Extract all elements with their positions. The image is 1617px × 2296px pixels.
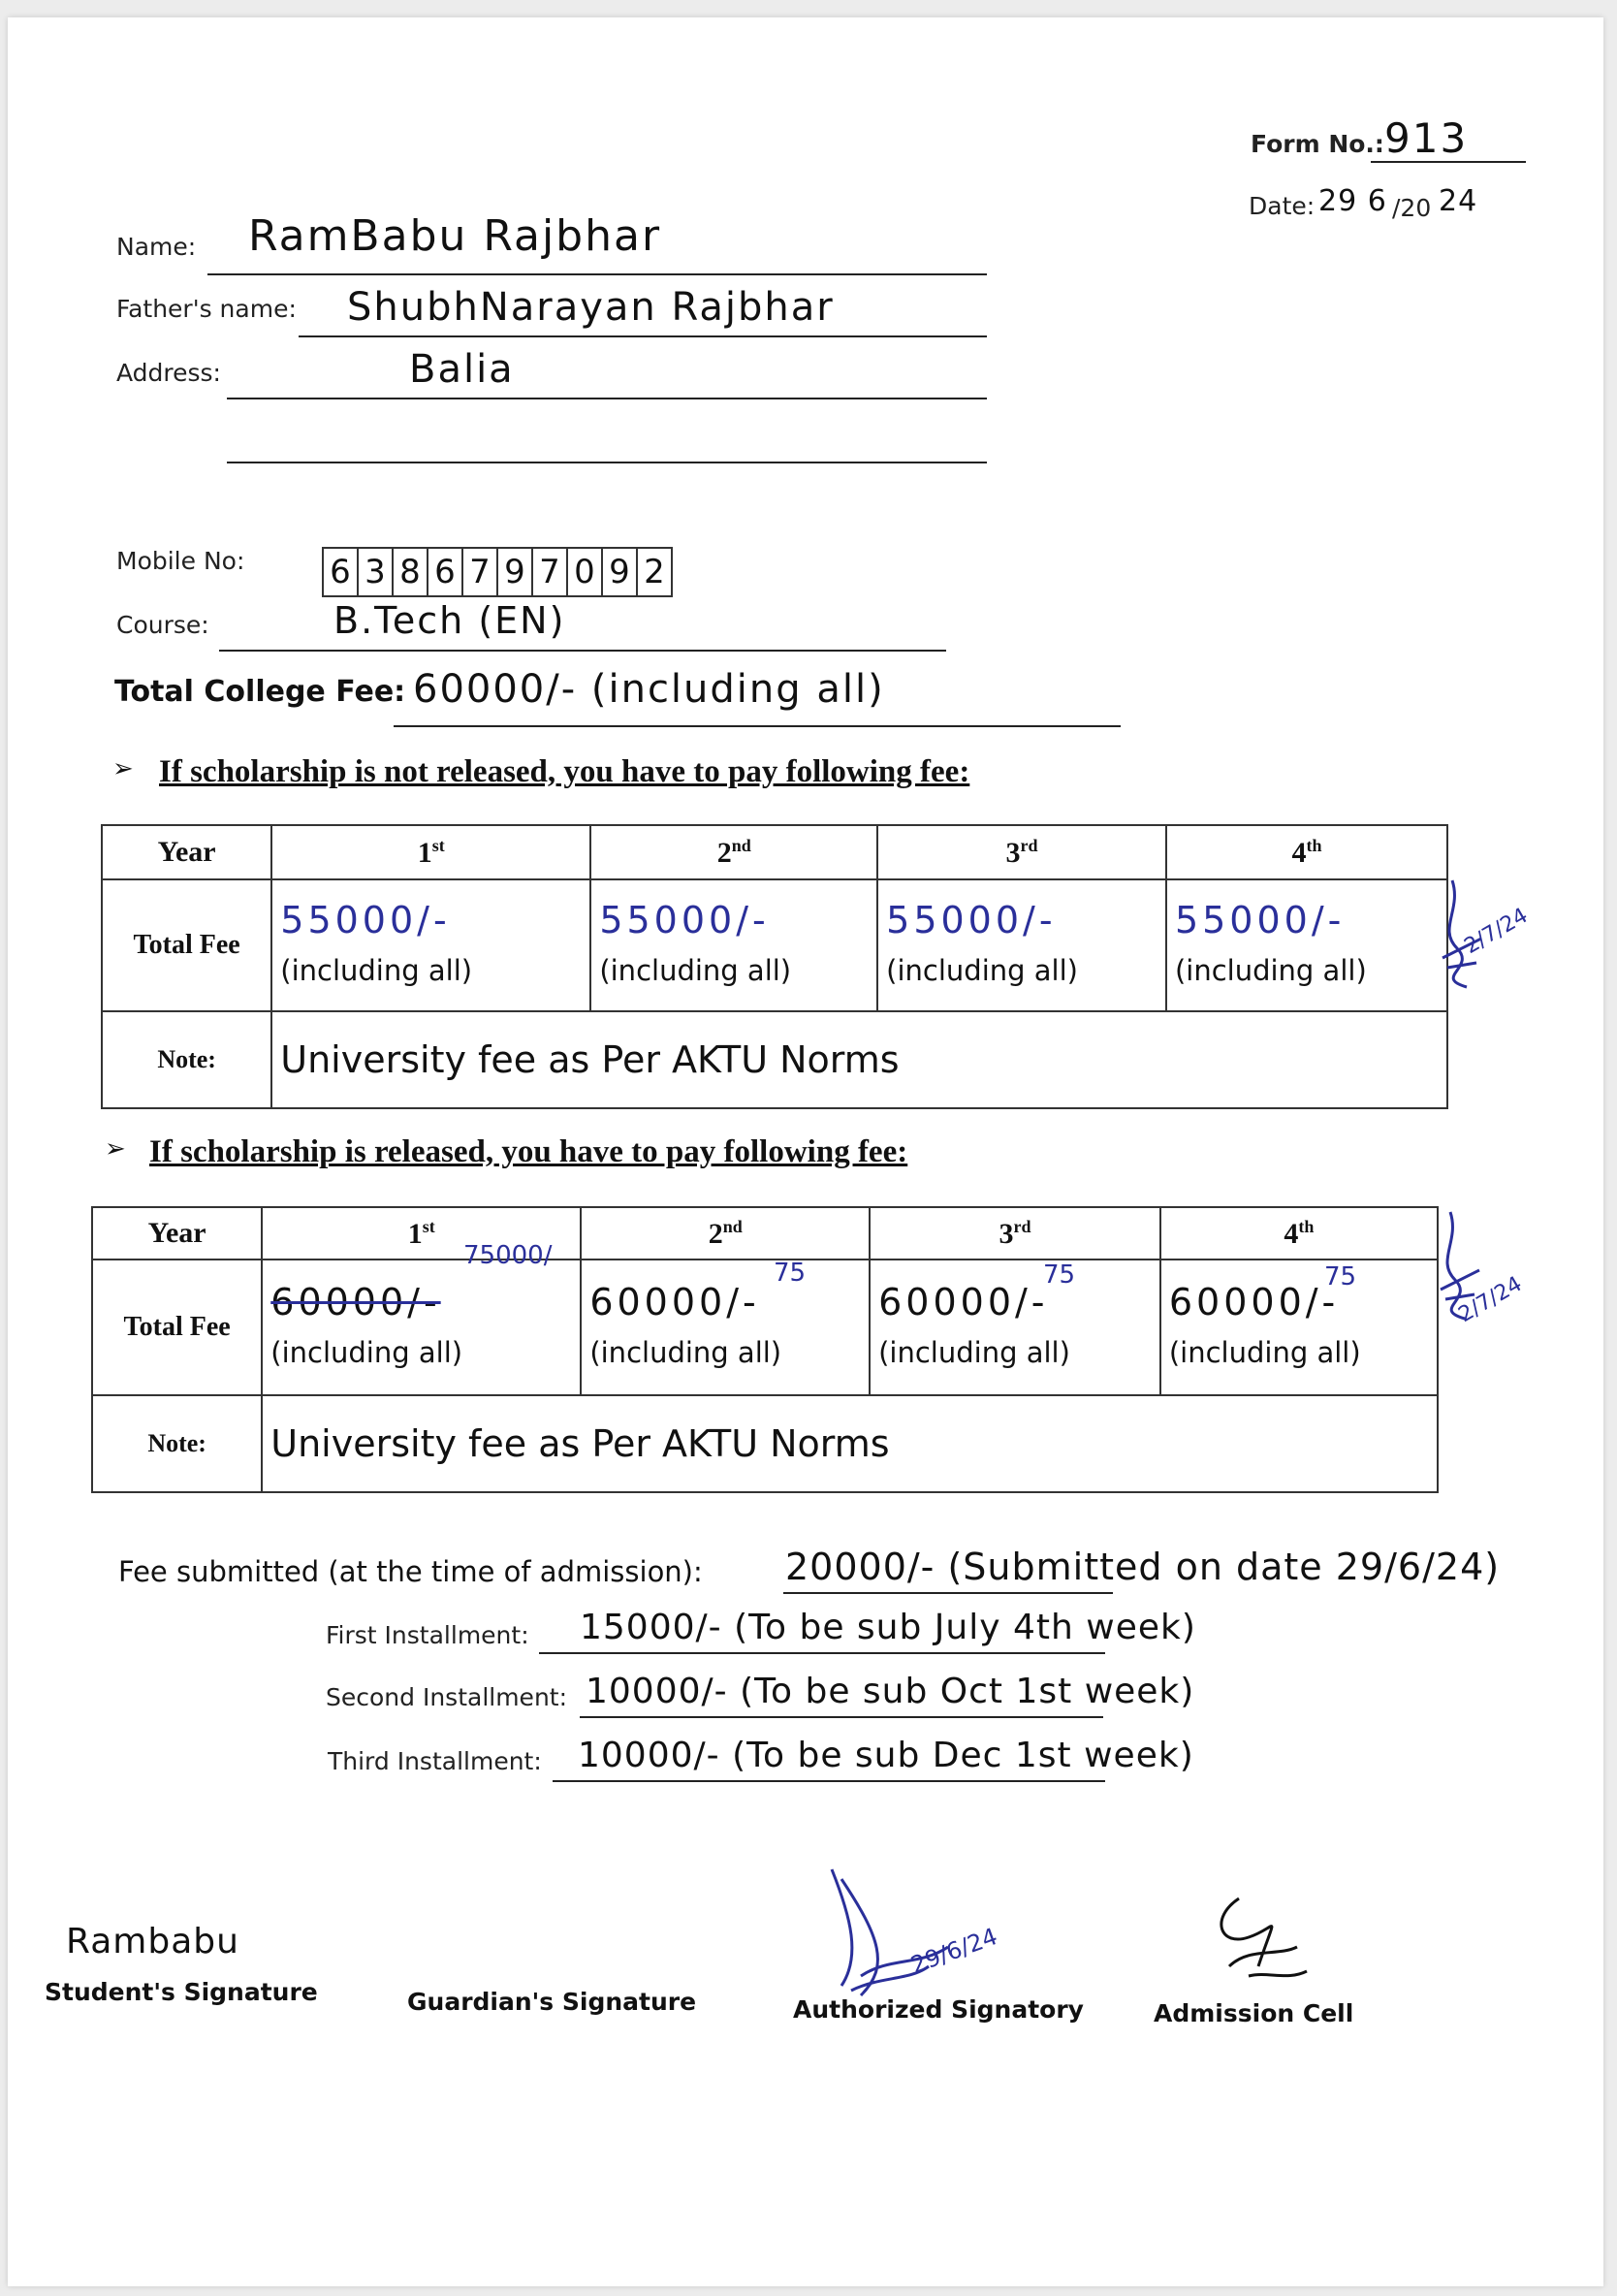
admission-form-sheet: [8, 17, 1603, 2286]
student-signature-text: Rambabu: [66, 1922, 239, 1961]
mobile-digit: 6: [322, 547, 359, 597]
fee-submitted-value: 20000/- (Submitted on date 29/6/24): [785, 1546, 1501, 1588]
correction-year-3: 75: [1043, 1260, 1076, 1290]
admission-cell-signature: [1190, 1889, 1316, 1995]
year-header: Year: [102, 825, 271, 879]
fee-cell-year-1: 55000/- (including all): [271, 879, 590, 1011]
student-signature-label: Student's Signature: [45, 1978, 318, 2006]
form-no-underline: [1371, 161, 1526, 163]
year-col-3: 3rd: [877, 825, 1166, 879]
not-released-heading: If scholarship is not released, you have to pay following fee:: [159, 754, 970, 789]
released-heading: If scholarship is released, you have to pay following fee:: [149, 1134, 908, 1169]
date-year-suffix: 24: [1439, 184, 1478, 218]
correction-year-1: 75000/: [463, 1241, 553, 1270]
father-name-value: ShubhNarayan Rajbhar: [347, 285, 835, 330]
fee-cell-year-1: 60000/- (including all): [262, 1260, 581, 1395]
date-day-month: 29 6: [1318, 184, 1387, 218]
mobile-label: Mobile No:: [116, 547, 245, 575]
year-header: Year: [92, 1207, 262, 1260]
bullet-arrow-icon: ➢: [105, 1134, 126, 1164]
mobile-digit-boxes: [324, 547, 673, 597]
authorized-signatory-label: Authorized Signatory: [793, 1995, 1084, 2024]
initials-date-1: 2/7/24: [1460, 903, 1533, 960]
initial-signature-1: [1423, 871, 1491, 997]
year-col-4: 4th: [1166, 825, 1447, 879]
first-installment-label: First Installment:: [326, 1621, 529, 1649]
course-value: B.Tech (EN): [333, 599, 566, 642]
initials-date-2: 2/7/24: [1454, 1271, 1527, 1328]
third-installment-label: Third Installment:: [328, 1747, 542, 1775]
address-underline: [227, 398, 987, 399]
initial-signature-2: [1421, 1202, 1489, 1328]
first-installment-value: 15000/- (To be sub July 4th week): [580, 1608, 1196, 1647]
fee-cell-year-3: 55000/- (including all): [877, 879, 1166, 1011]
second-installment-label: Second Installment:: [326, 1683, 568, 1711]
correction-year-4: 75: [1324, 1262, 1357, 1292]
mobile-digit: 7: [531, 547, 568, 597]
note-value: University fee as Per AKTU Norms: [271, 1011, 1447, 1108]
year-col-1: 1st: [271, 825, 590, 879]
authorized-signature-date: 29/6/24: [907, 1923, 1001, 1979]
form-no-label: Form No.:: [1251, 130, 1384, 158]
address-underline-2: [227, 462, 987, 463]
correction-year-2: 75: [774, 1259, 807, 1288]
fee-cell-year-2: 55000/- (including all): [590, 879, 877, 1011]
name-underline: [207, 273, 987, 275]
father-name-underline: [299, 335, 987, 337]
admission-cell-label: Admission Cell: [1154, 1999, 1354, 2027]
first-installment-underline: [539, 1652, 1105, 1654]
total-fee-underline: [394, 725, 1121, 727]
year-col-3: 3rd: [870, 1207, 1160, 1260]
third-installment-value: 10000/- (To be sub Dec 1st week): [578, 1736, 1194, 1775]
address-value: Balia: [409, 347, 515, 392]
date-year-prefix: /20: [1392, 194, 1432, 222]
year-col-2: 2nd: [590, 825, 877, 879]
fee-cell-year-4: 60000/- (including all): [1160, 1260, 1438, 1395]
note-label: Note:: [92, 1395, 262, 1492]
note-label: Note:: [102, 1011, 271, 1108]
date-label: Date:: [1249, 192, 1316, 220]
total-fee-row-header: Total Fee: [92, 1260, 262, 1395]
fee-cell-year-2: 60000/- (including all): [581, 1260, 870, 1395]
course-underline: [219, 650, 946, 652]
course-label: Course:: [116, 611, 209, 639]
mobile-digit: 8: [392, 547, 428, 597]
second-installment-value: 10000/- (To be sub Oct 1st week): [586, 1672, 1195, 1711]
mobile-digit: 3: [357, 547, 394, 597]
third-installment-underline: [553, 1780, 1105, 1782]
mobile-digit: 7: [461, 547, 498, 597]
guardian-signature-label: Guardian's Signature: [407, 1988, 697, 2016]
name-value: RamBabu Rajbhar: [248, 211, 662, 261]
note-value: University fee as Per AKTU Norms: [262, 1395, 1438, 1492]
mobile-digit: 9: [601, 547, 638, 597]
year-col-2: 2nd: [581, 1207, 870, 1260]
released-fee-table: [91, 1206, 1439, 1493]
total-fee-label: Total College Fee:: [114, 675, 406, 709]
mobile-digit: 6: [427, 547, 463, 597]
mobile-digit: 2: [636, 547, 673, 597]
mobile-digit: 0: [566, 547, 603, 597]
total-fee-value: 60000/- (including all): [413, 667, 885, 712]
year-col-1: 1st: [262, 1207, 581, 1260]
total-fee-row-header: Total Fee: [102, 879, 271, 1011]
bullet-arrow-icon: ➢: [112, 754, 134, 783]
fee-cell-year-4: 55000/- (including all): [1166, 879, 1447, 1011]
fee-submitted-underline: [783, 1592, 1113, 1594]
fee-cell-year-3: 60000/- (including all): [870, 1260, 1160, 1395]
not-released-fee-table: [101, 824, 1448, 1109]
address-label: Address:: [116, 359, 221, 387]
mobile-digit: 9: [496, 547, 533, 597]
year-col-4: 4th: [1160, 1207, 1438, 1260]
form-no-value: 913: [1384, 114, 1469, 162]
father-name-label: Father's name:: [116, 295, 297, 323]
name-label: Name:: [116, 233, 197, 261]
fee-submitted-label: Fee submitted (at the time of admission):: [118, 1555, 703, 1588]
second-installment-underline: [580, 1716, 1103, 1718]
authorized-signature: [822, 1860, 967, 2005]
